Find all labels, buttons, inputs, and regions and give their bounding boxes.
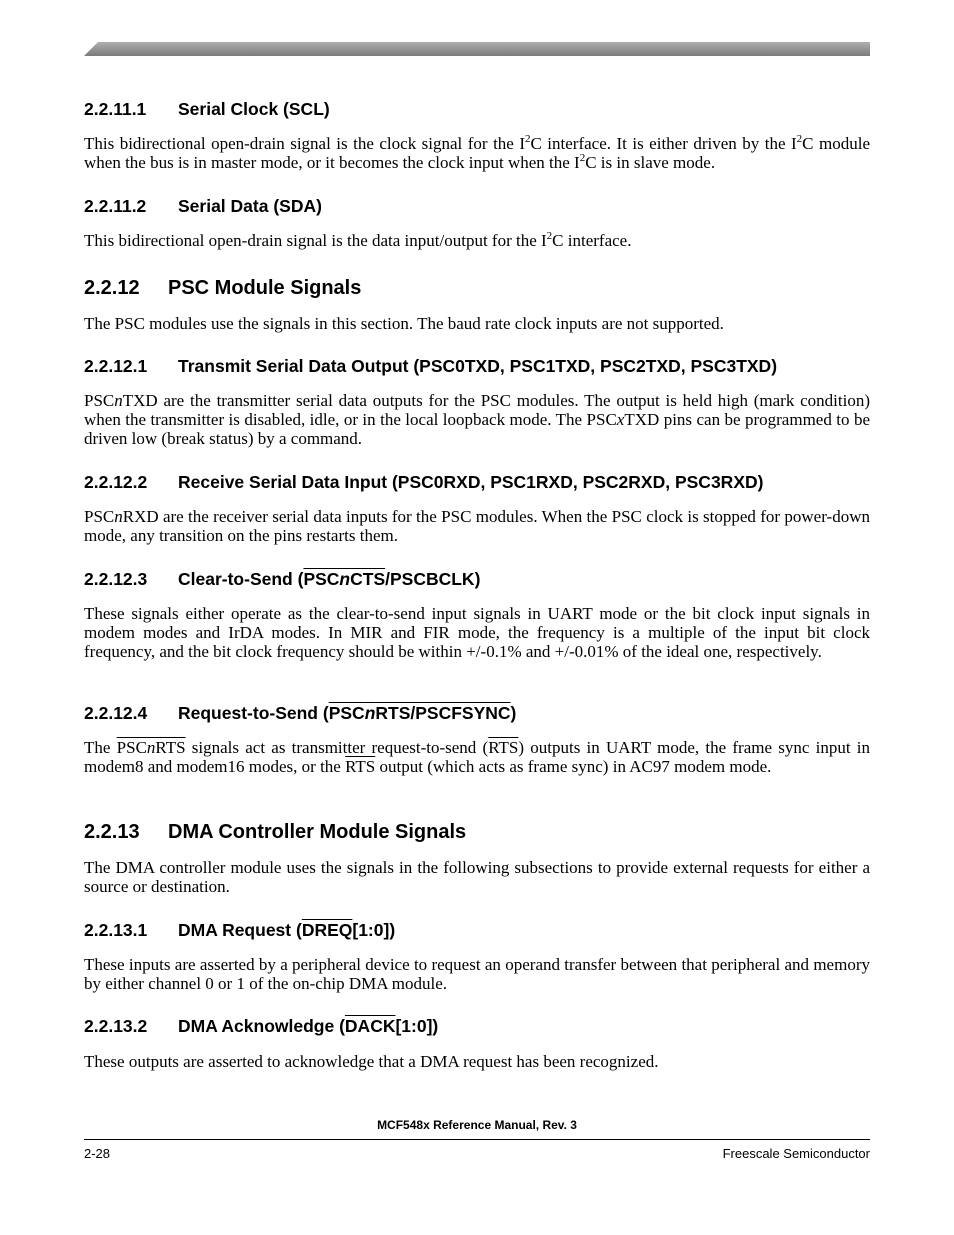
paragraph-dma-intro: The DMA controller module uses the signals in the following subsections to provide external requests for either a source or destination. [84,858,870,896]
footer-title: MCF548x Reference Manual, Rev. 3 [377,1118,577,1132]
section-2-2-12-4 [84,703,870,724]
paragraph-scl: This bidirectional open-drain signal is the clock signal for the $I^2C$ interface. It is either driven by the $I^2C$ module when the bus is in master mode, or it becomes the clock input when the $I^2C$ is in slave mode. [84,133,870,172]
section-heading: 2.2.12.2 Receive Serial Data Input (PSC0RXD, PSC1RXD, PSC2RXD, PSC3RXD) [84,472,764,492]
section-heading: 2.2.13 DMA Controller Module Signals [84,821,467,843]
section-2-2-11-2 [84,196,870,217]
section-heading: 2.2.12.4 Request-to-Send (PSCnRTS/PSCFSYNC) [84,703,517,723]
section-heading: 2.2.13.2 DMA Acknowledge (DACK[1:0]) [84,1016,439,1036]
paragraph-sda: This bidirectional open-drain signal is the data input/output for the $I^2C$ interface. [84,230,632,250]
paragraph-psc-intro: The PSC modules use the signals in this section. The baud rate clock inputs are not supported. [84,314,724,333]
section-2-2-11-1 [84,99,870,120]
paragraph-psc-txd: PSCnTXD are the transmitter serial data outputs for the PSC modules. The output is held high (mark condition) when the transmitter is disabled, idle, or in the local loopback mode. The PSCxTXD pins can be programmed to be driven low (break status) by a command. [84,391,870,448]
section-2-2-12-1 [84,356,870,377]
paragraph-dreq: These inputs are asserted by a peripheral device to request an operand transfer between that peripheral and memory by either channel 0 or 1 of the on-chip DMA module. [84,955,870,993]
header-bar-graphic [84,42,870,56]
section-2-2-12 [84,277,870,300]
section-heading: 2.2.11.1 Serial Clock (SCL) [84,99,330,119]
section-2-2-13-2 [84,1016,870,1037]
section-heading: 2.2.12 PSC Module Signals [84,277,362,299]
section-2-2-12-3 [84,569,870,590]
section-heading: 2.2.13.1 DMA Request (DREQ[1:0]) [84,920,396,940]
section-2-2-12-2 [84,472,870,493]
section-2-2-13 [84,821,870,844]
paragraph-cts: These signals either operate as the clear-to-send input signals in UART mode or the bit clock input signals in modem modes and IrDA modes. In MIR and FIR mode, the frequency is a multiple of the input bit clock frequency, and the bit clock frequency should be within +/-0.1% and +/-0.01% of the ideal one, respectively. [84,604,870,661]
section-heading: 2.2.11.2 Serial Data (SDA) [84,196,322,216]
paragraph-dack: These outputs are asserted to acknowledge that a DMA request has been recognized. [84,1052,659,1071]
section-heading: 2.2.12.1 Transmit Serial Data Output (PSC0TXD, PSC1TXD, PSC2TXD, PSC3TXD) [84,356,778,376]
page-number: 2-28 [84,1146,111,1161]
header-bar [84,42,870,56]
section-2-2-13-1 [84,920,870,941]
section-heading: 2.2.12.3 Clear-to-Send (PSCnCTS/PSCBCLK) [84,569,481,589]
footer-company: Freescale Semiconductor [722,1146,870,1161]
footer-divider [84,1139,870,1140]
paragraph-psc-rxd: PSCnRXD are the receiver serial data inputs for the PSC modules. When the PSC clock is stopped for power-down mode, any transition on the pins restarts them. [84,507,870,545]
paragraph-rts: The PSCnRTS signals act as transmitter request-to-send $(\overline{RTS})$ outputs in UART mode, the frame sync input in modem8 and modem16 modes, or the $\overline{RTS}$ output (which acts as frame sync) in AC97 modem mode. [84,738,870,776]
